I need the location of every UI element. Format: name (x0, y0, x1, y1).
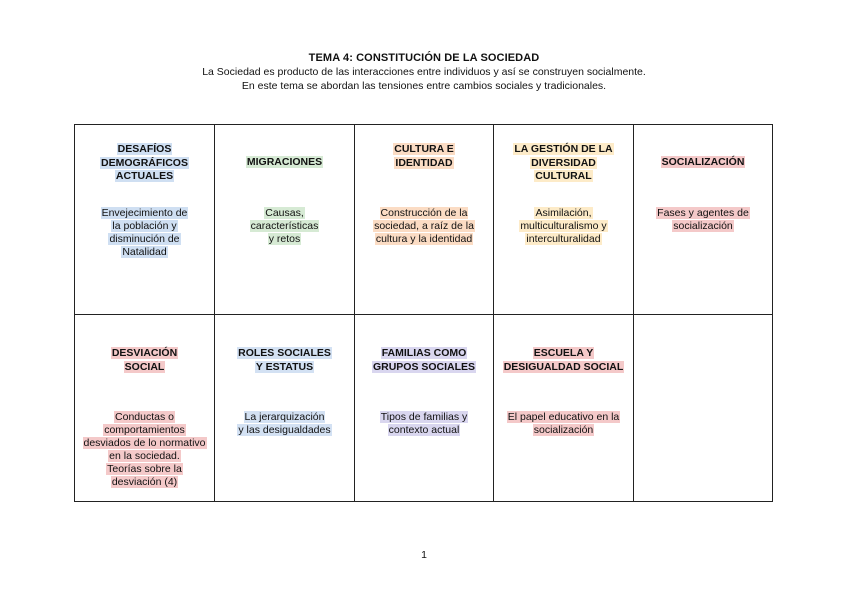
topics-table (74, 124, 773, 502)
page-title: TEMA 4: CONSTITUCIÓN DE LA SOCIEDAD (308, 52, 540, 64)
topic-cell-gestion-diversidad (494, 125, 634, 315)
topic-cell-cultura-identidad (355, 125, 494, 315)
topic-heading: LA GESTIÓN DE LA DIVERSIDAD CULTURAL (514, 143, 613, 182)
empty-cell (634, 315, 772, 501)
topic-cell-migraciones (215, 125, 355, 315)
topic-description: El papel educativo en la socialización (507, 411, 620, 436)
topic-heading: FAMILIAS COMO GRUPOS SOCIALES (372, 347, 476, 373)
topic-heading: SOCIALIZACIÓN (661, 156, 745, 168)
topic-heading: ESCUELA Y DESIGUALDAD SOCIAL (503, 347, 624, 373)
topic-description: Causas, características y retos (250, 207, 319, 245)
topic-cell-familias (355, 315, 494, 501)
topic-heading: MIGRACIONES (246, 156, 323, 168)
topic-description: Conductas o comportamientos desviados de lo normativo en la sociedad. Teorías sobre la desviación (4) (83, 411, 206, 488)
topic-heading: CULTURA E IDENTIDAD (394, 143, 454, 169)
page-subtitle-line-1: La Sociedad es producto de las interacciones entre individuos y así se construyen socialmente. (202, 66, 646, 78)
topic-heading: DESVIACIÓN SOCIAL (111, 347, 178, 373)
topic-cell-desviacion-social (75, 315, 215, 501)
topic-cell-escuela-desigualdad (494, 315, 634, 501)
topic-heading: DESAFÍOS DEMOGRÁFICOS ACTUALES (101, 143, 188, 182)
topic-cell-socializacion (634, 125, 772, 315)
topic-description: Tipos de familias y contexto actual (380, 411, 468, 436)
topic-description: Asimilación, multiculturalismo y interculturalidad (520, 207, 607, 245)
topic-description: Fases y agentes de socialización (657, 207, 749, 232)
topic-heading: ROLES SOCIALES Y ESTATUS (238, 347, 331, 373)
topic-description: Construcción de la sociedad, a raíz de la cultura y la identidad (374, 207, 474, 245)
topic-description: La jerarquización y las desigualdades (238, 411, 331, 436)
topic-description: Envejecimiento de la población y disminución de Natalidad (101, 207, 188, 258)
page-number: 1 (421, 549, 427, 561)
topic-cell-roles-sociales (215, 315, 355, 501)
page-subtitle-line-2: En este tema se abordan las tensiones entre cambios sociales y tradicionales. (241, 80, 607, 92)
topic-cell-desafios-demograficos (75, 125, 215, 315)
